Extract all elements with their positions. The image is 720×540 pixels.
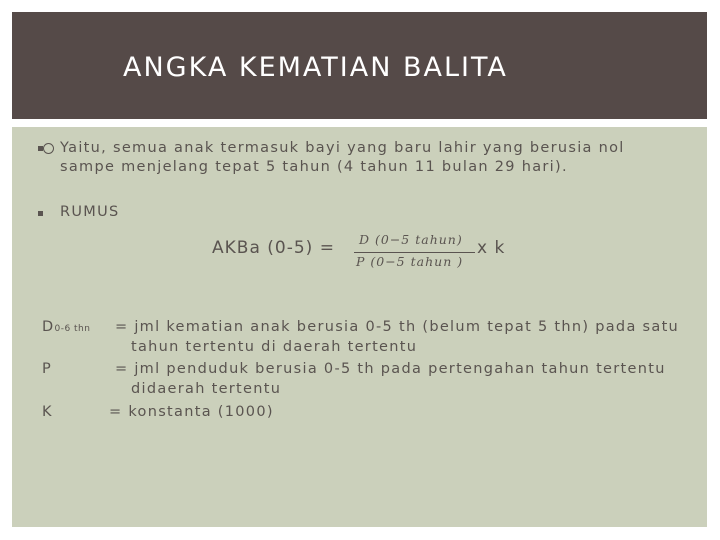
d-definition-line-2: tahun tertentu di daerah tertentu [131,339,418,355]
formula-denominator: P (0−5 tahun ) [356,254,464,269]
ring-bullet-icon [43,143,54,154]
p-definition-line-1: = jml penduduk berusia 0-5 th pada pertengahan tahun tertentu [115,361,666,377]
formula-numerator: D (0−5 tahun) [359,232,463,247]
k-symbol: K [42,404,53,420]
p-symbol: P [42,361,53,377]
definition-line-1: Yaitu, semua anak termasuk bayi yang baru lahir yang berusia nol [60,140,625,156]
p-definition-line-2: didaerah tertentu [131,381,282,397]
d-symbol-subscript: 0-6 thn [54,324,91,334]
formula-lhs: AKBa (0-5) = [212,238,335,258]
slide-title: ANGKA KEMATIAN BALITA [123,52,508,83]
d-symbol-letter: D [42,319,55,335]
d-symbol [42,319,90,335]
fraction-line [354,252,475,253]
rumus-label: RUMUS [60,204,120,220]
square-bullet-icon [38,211,43,216]
definition-line-2: sampe menjelang tepat 5 tahun (4 tahun 11 bulan 29 hari). [60,159,568,175]
k-definition-line-1: = konstanta (1000) [109,404,274,420]
formula-multiplier: x k [477,238,506,258]
d-definition-line-1: = jml kematian anak berusia 0-5 th (belum tepat 5 thn) pada satu [115,319,680,335]
